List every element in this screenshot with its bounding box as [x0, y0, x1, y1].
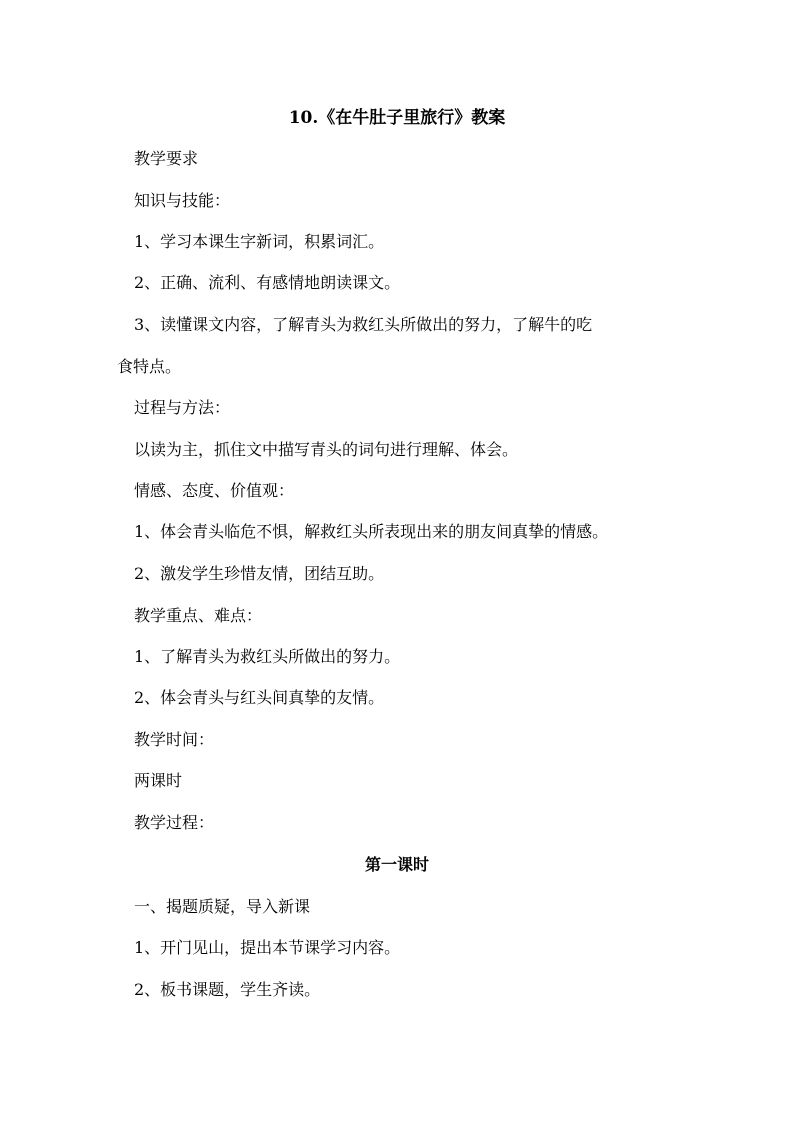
paragraph-item: 以读为主，抓住文中描写青头的词句进行理解、体会。	[134, 440, 519, 459]
paragraph-item: 1、学习本课生字新词，积累词汇。	[134, 232, 385, 251]
section-title: 第一课时	[364, 855, 429, 874]
paragraph-item: 2、激发学生珍惜友情，团结互助。	[134, 564, 385, 583]
paragraph-knowledge-skills: 知识与技能：	[134, 191, 231, 210]
paragraph-teaching-process: 教学过程：	[134, 813, 215, 832]
paragraph-item: 2、正确、流利、有感情地朗读课文。	[134, 273, 401, 292]
paragraph-item: 2、体会青头与红头间真挚的友情。	[134, 688, 385, 707]
paragraph-item: 两课时	[134, 771, 183, 790]
section-paragraph: 一、揭题质疑，导入新课	[134, 897, 311, 916]
paragraph-teaching-requirements: 教学要求	[134, 149, 199, 168]
section-paragraph: 2、板书课题，学生齐读。	[134, 980, 321, 999]
paragraph-key-points: 教学重点、难点：	[134, 606, 263, 625]
paragraph-item: 3、读懂课文内容，了解青头为救红头所做出的努力，了解牛的吃	[134, 315, 593, 334]
paragraph-item: 1、体会青头临危不惧，解救红头所表现出来的朋友间真挚的情感。	[134, 522, 609, 541]
section-paragraph: 1、开门见山，提出本节课学习内容。	[134, 938, 401, 957]
paragraph-teaching-time: 教学时间：	[134, 730, 215, 749]
paragraph-item-continuation: 食特点。	[117, 357, 182, 376]
paragraph-process-method: 过程与方法：	[134, 398, 231, 417]
document-title: 10.《在牛肚子里旅行》教案	[288, 108, 506, 128]
paragraph-emotion-values: 情感、态度、价值观：	[134, 481, 295, 500]
paragraph-item: 1、了解青头为救红头所做出的努力。	[134, 647, 401, 666]
